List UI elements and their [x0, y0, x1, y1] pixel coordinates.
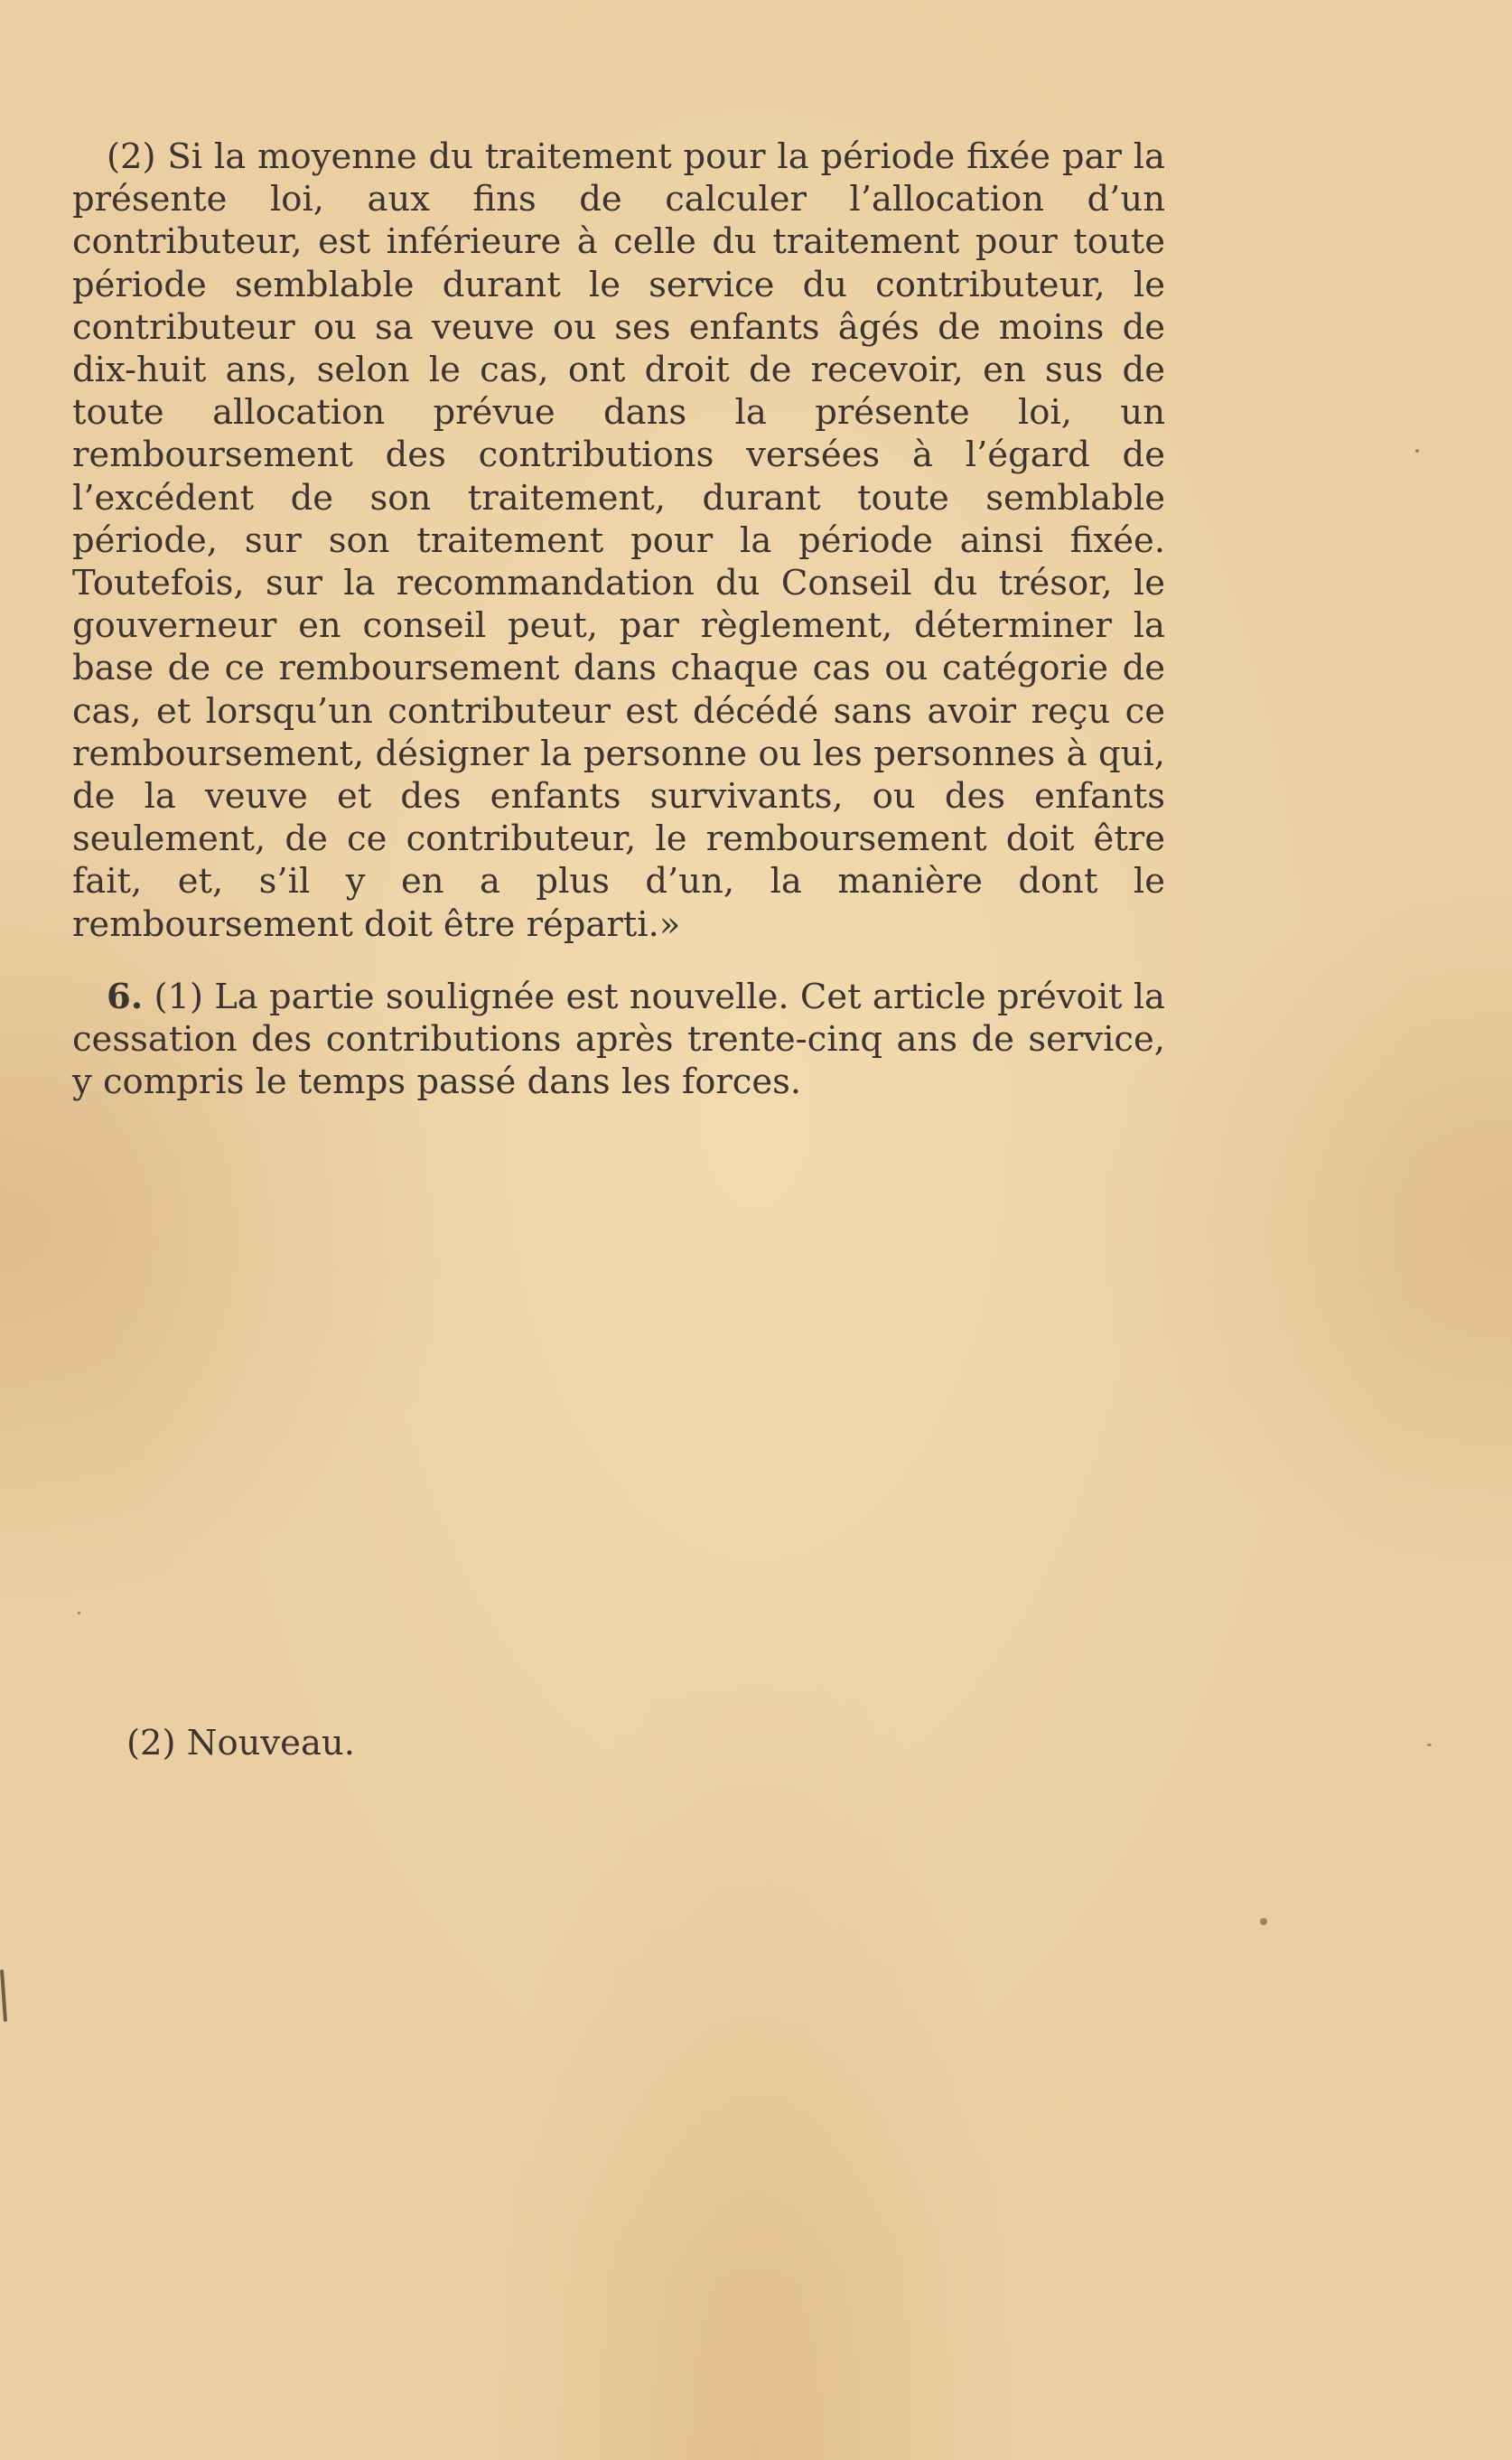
paper-speck [1415, 449, 1419, 453]
footnote-2: (2) Nouveau. [126, 1723, 355, 1763]
section-6-note-paragraph [72, 976, 1165, 1104]
paper-speck [78, 1612, 80, 1614]
section-6-text: (1) La partie soulignée est nouvelle. Cet article prévoit la cessation des contributions après trente-cinq ans de service, y compris le temps passé dans les forces. [72, 977, 1165, 1103]
page-edge-mark [0, 1969, 7, 2022]
paper-speck [1260, 1918, 1267, 1925]
subsection-2-paragraph: (2) Si la moyenne du traitement pour la période fixée par la présente loi, aux fins de calculer l’allocation d’un contributeur, est inférieure à celle du traitement pour toute période semblable durant le service du contributeur, le contributeur ou sa veuve ou ses enfants âgés de moins de dix-huit ans, selon le cas, ont droit de recevoir, en sus de toute allocation prévue dans la présente loi, un remboursement des contributions versées à l’égard de l’excédent de son traitement, durant toute semblable période, sur son traitement pour la période ainsi fixée. Toutefois, sur la recommandation du Conseil du trésor, le gouverneur en conseil peut, par règlement, déterminer la base de ce remboursement dans chaque cas ou catégorie de cas, et lorsqu’un contributeur est décédé sans avoir reçu ce remboursement, désigner la personne ou les personnes à qui, de la veuve et des enfants survivants, ou des enfants seulement, de ce contributeur, le remboursement doit être fait, et, s’il y en a plus d’un, la manière dont le remboursement doit être réparti.» [72, 136, 1165, 945]
paper-speck [1427, 1744, 1432, 1746]
section-number: 6. [107, 977, 144, 1017]
